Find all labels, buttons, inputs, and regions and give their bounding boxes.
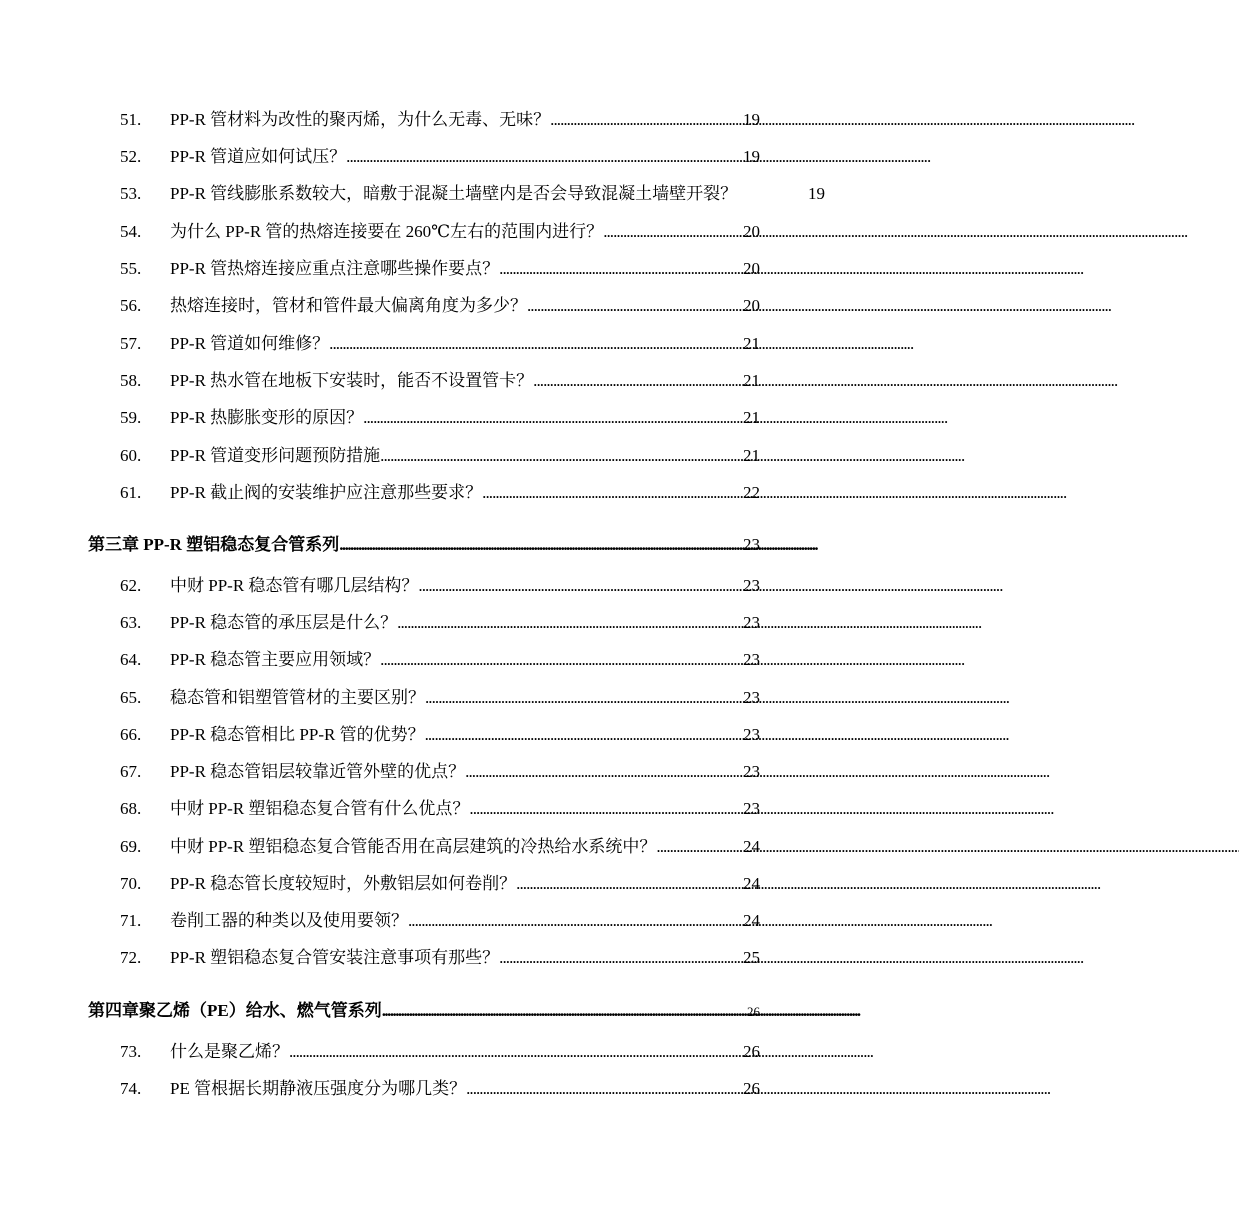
entry-title: PP-R 管道变形问题预防措施 <box>170 446 381 465</box>
toc-entry[interactable] <box>120 946 760 970</box>
entry-page-number: 24 <box>743 837 760 856</box>
entry-title: PP-R 稳态管主要应用领域？ <box>170 650 381 669</box>
dot-leader <box>382 998 747 1024</box>
entry-title: 什么是聚乙烯？ <box>170 1042 289 1061</box>
dot-leader <box>603 220 743 244</box>
entry-title: PP-R 管材料为改性的聚丙烯，为什么无毒、无味？ <box>170 110 551 129</box>
toc-entry[interactable] <box>120 872 760 896</box>
entry-page-number: 21 <box>743 408 760 427</box>
entry-number: 56. <box>120 296 142 315</box>
entry-number: 74. <box>120 1079 142 1098</box>
toc-entry[interactable] <box>120 369 760 393</box>
entry-number: 72. <box>120 948 142 967</box>
toc-entry[interactable] <box>120 1077 760 1101</box>
entry-page-number: 24 <box>743 911 760 930</box>
toc-entry[interactable] <box>120 835 760 859</box>
toc-entry[interactable] <box>120 108 760 132</box>
entry-title: PP-R 塑铝稳态复合管安装注意事项有那些？ <box>170 948 500 967</box>
entry-title: PP-R 稳态管长度较短时，外敷铝层如何卷削？ <box>170 874 517 893</box>
dot-leader <box>533 369 743 393</box>
toc-entry[interactable] <box>120 909 760 933</box>
entry-number: 69. <box>120 837 142 856</box>
dot-leader <box>465 760 743 784</box>
entry-title: 中财 PP-R 塑铝稳态复合管有什么优点？ <box>170 799 470 818</box>
entry-page-number: 19 <box>743 147 760 166</box>
entry-number: 62. <box>120 576 142 595</box>
entry-number: 58. <box>120 371 142 390</box>
entry-title: PP-R 热膨胀变形的原因？ <box>170 408 364 427</box>
toc-entry[interactable] <box>120 182 825 206</box>
entry-title: PP-R 管热熔连接应重点注意哪些操作要点？ <box>170 259 500 278</box>
toc-entry[interactable] <box>120 686 760 710</box>
toc-entry[interactable] <box>120 574 760 598</box>
entry-page-number: 26 <box>743 1042 760 1061</box>
entry-number: 64. <box>120 650 142 669</box>
entry-title: PP-R 截止阀的安装维护应注意那些要求？ <box>170 483 483 502</box>
entry-page-number: 23 <box>743 613 760 632</box>
entry-title: PP-R 稳态管的承压层是什么？ <box>170 613 398 632</box>
entry-title: PP-R 管道如何维修？ <box>170 334 330 353</box>
chapter-title: 第三章 PP-R 塑铝稳态复合管系列 <box>88 535 340 554</box>
dot-leader <box>329 332 743 356</box>
toc-entry[interactable] <box>120 797 760 821</box>
toc-entry[interactable] <box>120 481 760 505</box>
entry-number: 57. <box>120 334 142 353</box>
dot-leader <box>363 406 743 430</box>
entry-page-number: 21 <box>743 371 760 390</box>
entry-page-number: 23 <box>743 762 760 781</box>
toc-entry[interactable] <box>120 406 760 430</box>
entry-page-number: 20 <box>743 296 760 315</box>
dot-leader <box>425 723 743 747</box>
entry-page-number: 21 <box>743 446 760 465</box>
entry-number: 53. <box>120 184 142 203</box>
entry-title: 稳态管和铝塑管管材的主要区别？ <box>170 688 425 707</box>
entry-title: PP-R 稳态管铝层较靠近管外壁的优点？ <box>170 762 466 781</box>
chapter-page-number: 26 <box>747 1004 760 1019</box>
entry-number: 68. <box>120 799 142 818</box>
entry-number: 73. <box>120 1042 142 1061</box>
entry-number: 63. <box>120 613 142 632</box>
entry-title: PP-R 管线膨胀系数较大，暗敷于混凝土墙壁内是否会导致混凝土墙壁开裂？ <box>170 184 738 203</box>
entry-number: 60. <box>120 446 142 465</box>
toc-entry[interactable] <box>120 648 760 672</box>
entry-page-number: 19 <box>808 184 825 203</box>
entry-number: 66. <box>120 725 142 744</box>
dot-leader <box>346 145 743 169</box>
entry-number: 52. <box>120 147 142 166</box>
entry-number: 59. <box>120 408 142 427</box>
entry-number: 65. <box>120 688 142 707</box>
toc-chapter-heading[interactable] <box>88 998 760 1024</box>
toc-entry[interactable] <box>120 332 760 356</box>
entry-title: PE 管根据长期静液压强度分为哪几类？ <box>170 1079 467 1098</box>
entry-number: 70. <box>120 874 142 893</box>
chapter-page-number: 23 <box>743 535 760 554</box>
dot-leader <box>466 1077 743 1101</box>
entry-title: PP-R 管道应如何试压？ <box>170 147 347 166</box>
dot-leader <box>418 574 743 598</box>
dot-leader <box>289 1040 743 1064</box>
entry-title: PP-R 稳态管相比 PP-R 管的优势？ <box>170 725 425 744</box>
dot-leader <box>499 946 743 970</box>
entry-page-number: 23 <box>743 576 760 595</box>
toc-entry[interactable] <box>120 220 760 244</box>
entry-number: 67. <box>120 762 142 781</box>
toc-chapter-heading[interactable] <box>88 532 760 558</box>
entry-page-number: 23 <box>743 725 760 744</box>
toc-entry[interactable] <box>120 444 760 468</box>
dot-leader <box>499 257 743 281</box>
entry-page-number: 23 <box>743 799 760 818</box>
dot-leader <box>408 909 743 933</box>
entry-title: PP-R 热水管在地板下安装时，能否不设置管卡？ <box>170 371 534 390</box>
toc-entry[interactable] <box>120 760 760 784</box>
dot-leader <box>339 532 743 558</box>
toc-entry[interactable] <box>120 145 760 169</box>
toc-entry[interactable] <box>120 1040 760 1064</box>
entry-title: 中财 PP-R 稳态管有哪几层结构？ <box>170 576 419 595</box>
dot-leader <box>482 481 743 505</box>
toc-entry[interactable] <box>120 611 760 635</box>
dot-leader <box>380 648 743 672</box>
entry-number: 55. <box>120 259 142 278</box>
entry-page-number: 22 <box>743 483 760 502</box>
toc-entry[interactable] <box>120 257 760 281</box>
chapter-title: 第四章聚乙烯（PE）给水、燃气管系列 <box>88 1001 382 1020</box>
entry-page-number: 19 <box>743 110 760 129</box>
entry-title: 卷削工器的种类以及使用要领？ <box>170 911 408 930</box>
dot-leader <box>516 872 743 896</box>
entry-page-number: 23 <box>743 688 760 707</box>
dot-leader <box>550 108 743 132</box>
entry-number: 51. <box>120 110 142 129</box>
entry-page-number: 21 <box>743 334 760 353</box>
entry-page-number: 24 <box>743 874 760 893</box>
dot-leader <box>527 294 743 318</box>
entry-number: 61. <box>120 483 142 502</box>
dot-leader <box>397 611 743 635</box>
toc-entry[interactable] <box>120 294 760 318</box>
entry-page-number: 26 <box>743 1079 760 1098</box>
entry-number: 71. <box>120 911 142 930</box>
entry-page-number: 20 <box>743 222 760 241</box>
entry-title: 为什么 PP-R 管的热熔连接要在 260℃左右的范围内进行？ <box>170 222 604 241</box>
entry-title: 中财 PP-R 塑铝稳态复合管能否用在高层建筑的冷热给水系统中？ <box>170 837 657 856</box>
entry-number: 54. <box>120 222 142 241</box>
entry-page-number: 20 <box>743 259 760 278</box>
dot-leader <box>380 444 743 468</box>
dot-leader <box>656 835 743 859</box>
toc-entry[interactable] <box>120 723 760 747</box>
dot-leader <box>469 797 743 821</box>
dot-leader <box>425 686 743 710</box>
entry-title: 热熔连接时，管材和管件最大偏离角度为多少？ <box>170 296 527 315</box>
entry-page-number: 25 <box>743 948 760 967</box>
entry-page-number: 23 <box>743 650 760 669</box>
